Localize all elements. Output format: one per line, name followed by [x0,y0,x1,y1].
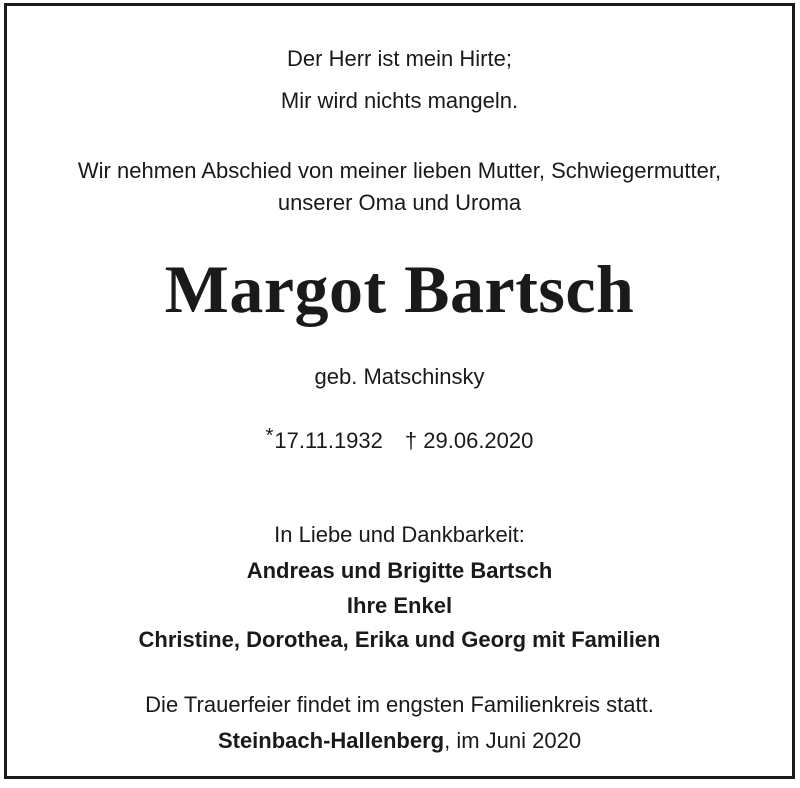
death-date-group [405,428,533,453]
life-dates [7,426,792,457]
ceremony-note: Die Trauerfeier findet im engsten Familienkreis statt. [145,692,654,717]
psalm-line-1: Der Herr ist mein Hirte; [287,46,512,71]
birth-name: geb. Matschinsky [314,364,485,389]
date-text: , im Juni 2020 [444,728,582,753]
place: Steinbach-Hallenberg [217,728,445,753]
mourners-line-1: Andreas und Brigitte Bartsch [246,558,553,583]
birth-date: 17.11.1932 [274,428,383,453]
mourners-intro: In Liebe und Dankbarkeit: [274,522,525,547]
place-and-date [7,726,792,756]
birth-star-icon: * [265,425,274,447]
mourners-line-3: Christine, Dorothea, Erika und Georg mit Familien [138,627,661,652]
death-cross-icon: † [404,428,418,453]
psalm-line-2: Mir wird nichts mangeln. [280,88,519,113]
obituary-notice [4,3,795,779]
birth-date-group [265,425,383,453]
mourners-line-2: Ihre Enkel [346,593,453,618]
intro-line-2: unserer Oma und Uroma [277,190,522,215]
death-date: 29.06.2020 [423,428,534,453]
deceased-name: Margot Bartsch [164,251,635,327]
intro-line-1: Wir nehmen Abschied von meiner lieben Mutter, Schwiegermutter, [77,158,722,183]
